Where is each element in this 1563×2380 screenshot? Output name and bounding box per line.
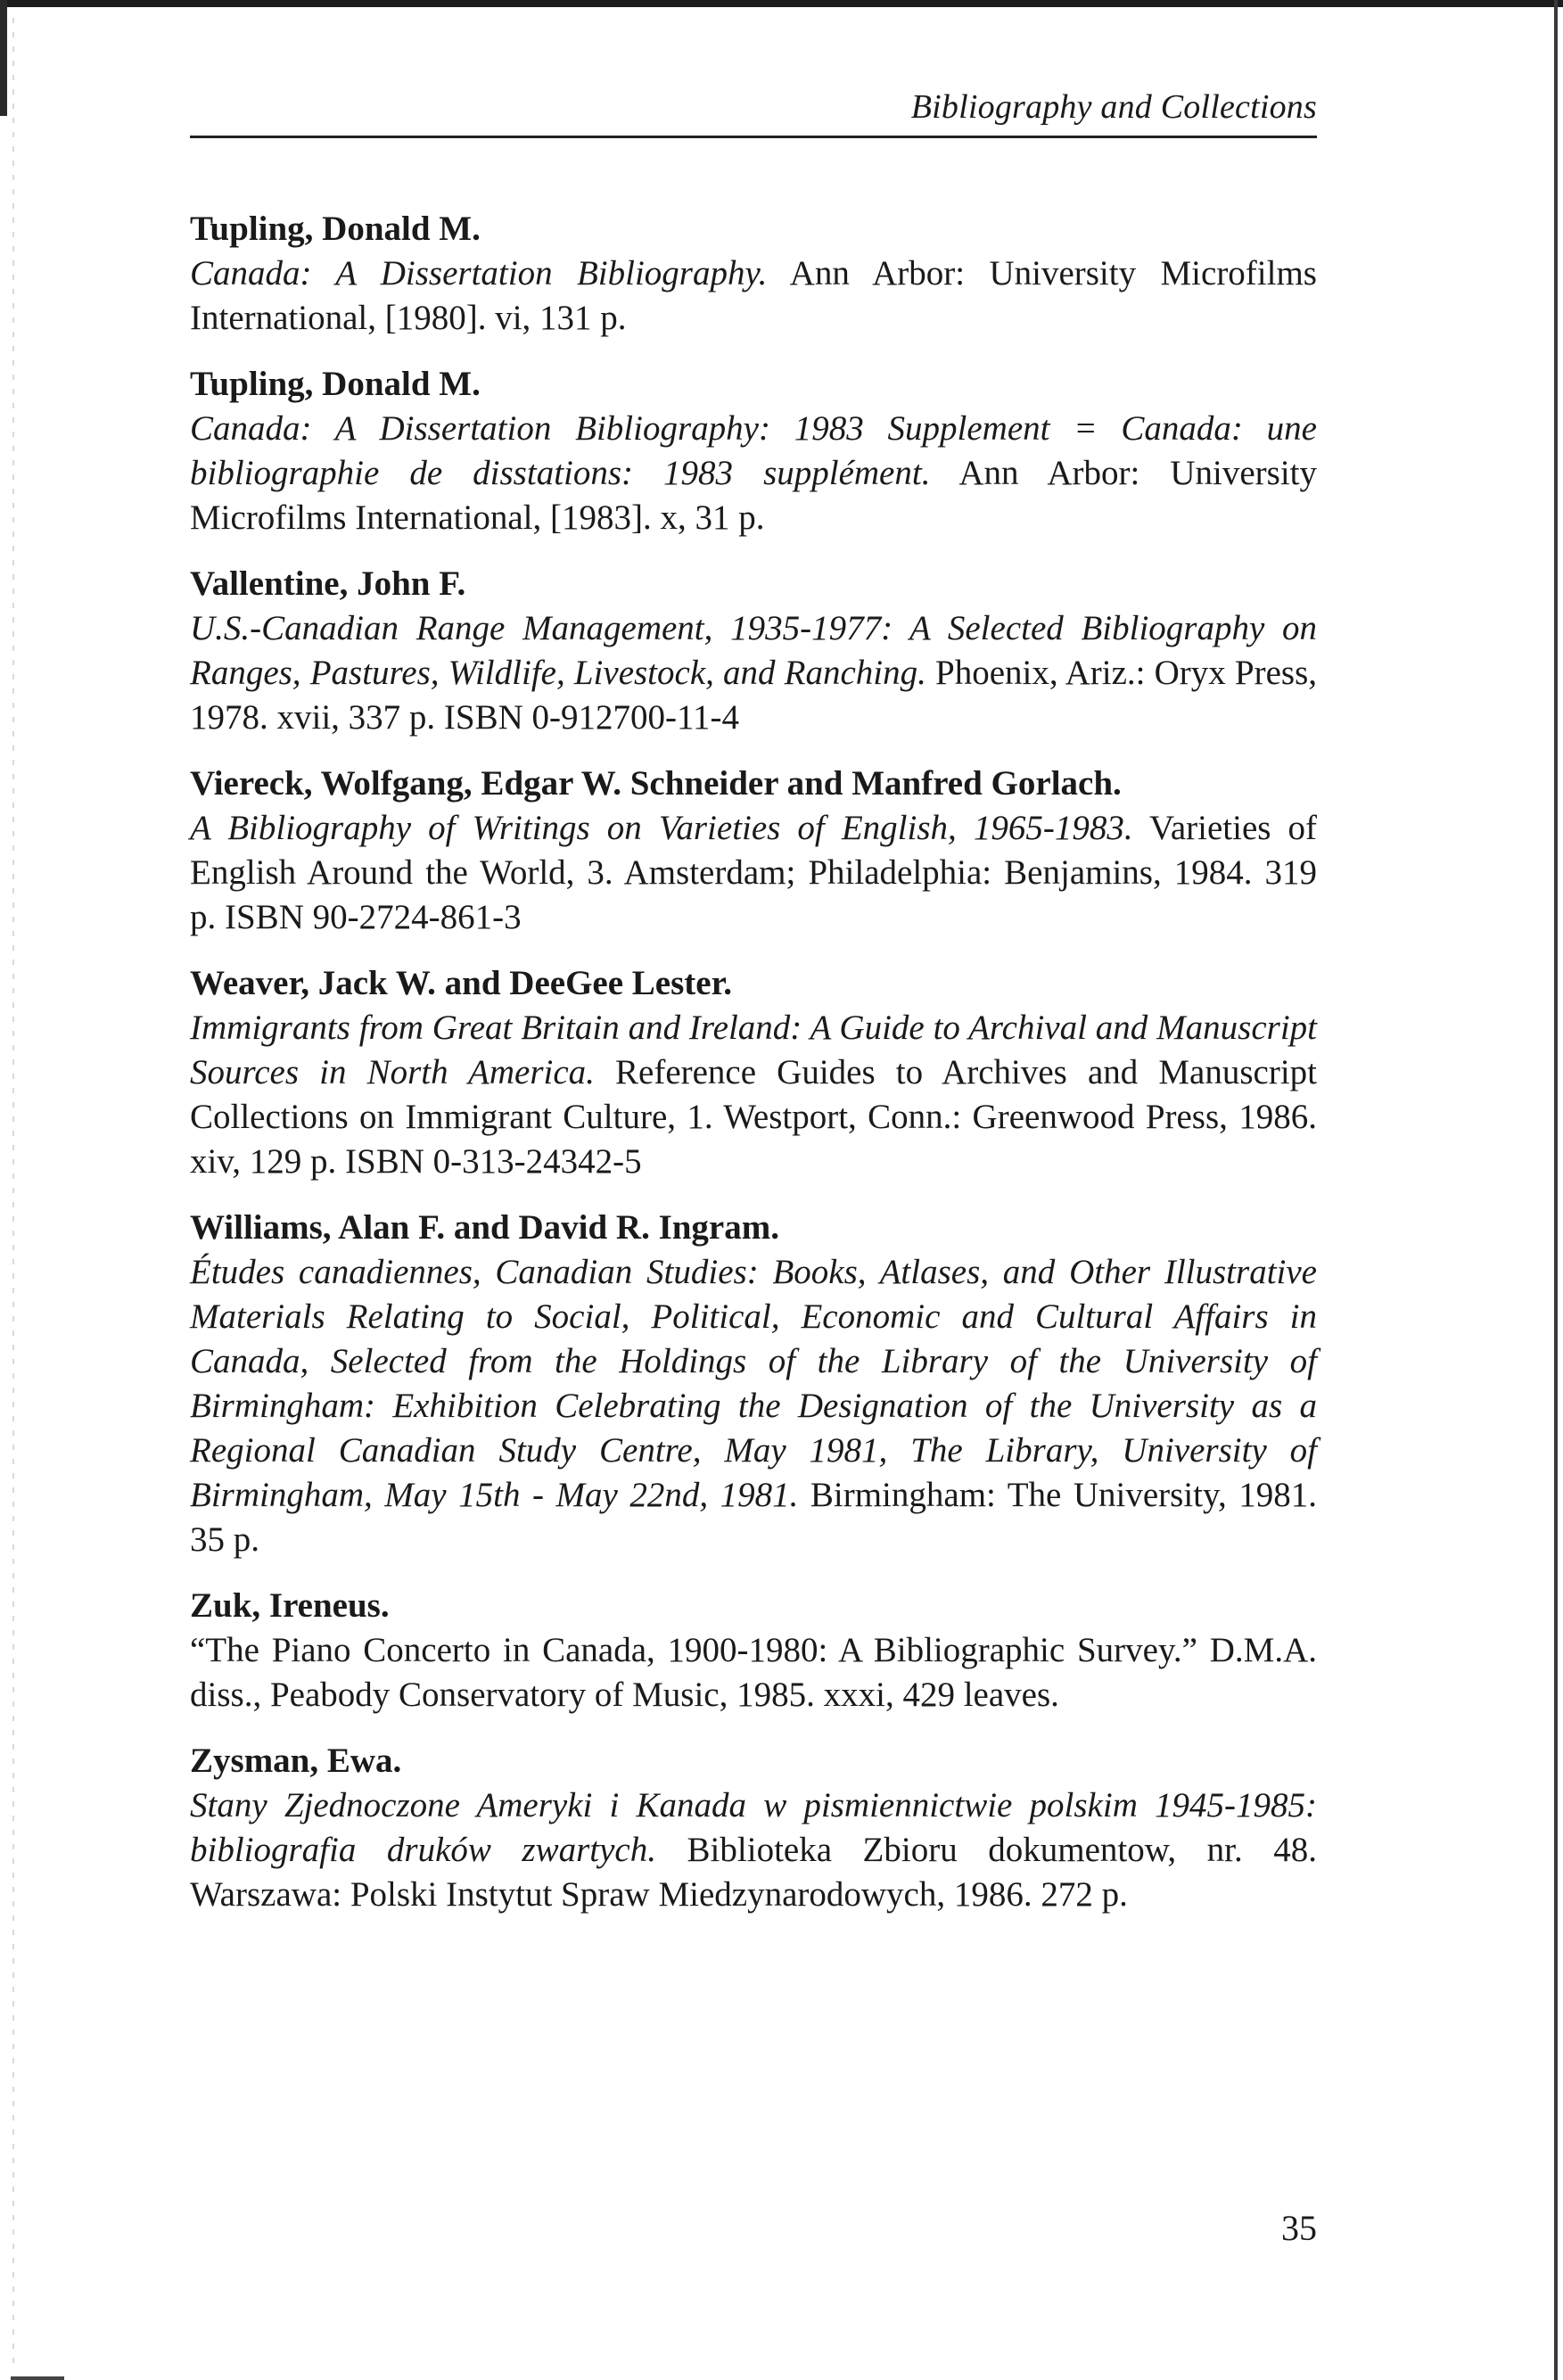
entry-details: Reference Guides to Archives and Manuscript Collections on Immigrant Culture, 1. Westport, Conn.: Greenwood Press, 1986. xiv, 129 p. ISBN 0-313-24342-5 xyxy=(190,1053,1318,1181)
entry-body xyxy=(190,251,1317,341)
entry-details: “The Piano Concerto in Canada, 1900-1980: A Bibliographic Survey.” D.M.A. diss., Peabody Conservatory of Music, 1985. xxxi, 429 leaves. xyxy=(190,1631,1317,1714)
bibliography-list xyxy=(190,207,1317,1939)
bibliography-entry xyxy=(190,562,1317,740)
bibliography-entry xyxy=(190,1584,1317,1717)
entry-details: Ann Arbor: University Microfilms International, [1983]. x, 31 p. xyxy=(190,454,1317,537)
entry-title: Stany Zjednoczone Ameryki i Kanada w pismiennictwie polskim 1945-1985: bibliografia druków zwartych. xyxy=(190,1786,1317,1869)
scan-edge-left xyxy=(0,0,7,116)
entry-author: Zuk, Ireneus. xyxy=(190,1586,390,1625)
entry-author: Viereck, Wolfgang, Edgar W. Schneider and Manfred Gorlach. xyxy=(190,764,1122,803)
entry-author: Zysman, Ewa. xyxy=(190,1742,402,1780)
entry-details: Ann Arbor: University Microfilms International, [1980]. vi, 131 p. xyxy=(190,254,1317,337)
bibliography-entry xyxy=(190,362,1317,540)
scan-edge-top xyxy=(0,0,1563,7)
entry-author: Williams, Alan F. and David R. Ingram. xyxy=(190,1208,779,1247)
entry-title: Canada: A Dissertation Bibliography. xyxy=(190,254,768,292)
bibliography-entry xyxy=(190,961,1317,1184)
entry-body xyxy=(190,606,1317,740)
entry-body xyxy=(190,806,1317,940)
scan-edge-bottom-left xyxy=(11,2376,64,2380)
running-header-title: Bibliography and Collections xyxy=(910,88,1317,126)
entry-body xyxy=(190,1006,1317,1184)
bibliography-entry xyxy=(190,207,1317,341)
page-number: 35 xyxy=(1281,2208,1317,2248)
entry-author: Vallentine, John F. xyxy=(190,564,466,603)
entry-details: Varieties of English Around the World, 3. Amsterdam; Philadelphia: Benjamins, 1984. 319 p. ISBN 90-2724-861-3 xyxy=(190,809,1317,936)
bibliography-entry xyxy=(190,762,1317,940)
entry-title: U.S.-Canadian Range Management, 1935-1977: A Selected Bibliography on Ranges, Pastures, Wildlife, Livestock, and Ranching. xyxy=(190,609,1317,692)
entry-body xyxy=(190,1783,1317,1917)
bibliography-entry xyxy=(190,1739,1317,1917)
scan-edge-left-dashes xyxy=(12,18,14,2372)
entry-body xyxy=(190,1250,1317,1562)
entry-body xyxy=(190,1628,1317,1717)
entry-title: A Bibliography of Writings on Varieties of English, 1965-1983. xyxy=(190,809,1133,847)
entry-title: Immigrants from Great Britain and Ireland: A Guide to Archival and Manuscript Sources in North America. xyxy=(190,1009,1317,1091)
bibliography-entry xyxy=(190,1206,1317,1562)
entry-title: Études canadiennes, Canadian Studies: Books, Atlases, and Other Illustrative Materials Relating to Social, Political, Economic and Cultural Affairs in Canada, Selected from the Holdings of the Library of the University of Birmingham: Exhibition Celebrating the Designation of the University as a Regional Canadian Study Centre, May 1981, The Library, University of Birmingham, May 15th - May 22nd, 1981. xyxy=(190,1253,1317,1514)
entry-author: Weaver, Jack W. and DeeGee Lester. xyxy=(190,964,733,1002)
entry-body xyxy=(190,407,1317,540)
entry-author: Tupling, Donald M. xyxy=(190,365,481,403)
entry-title: Canada: A Dissertation Bibliography: 1983 Supplement = Canada: une bibliographie de disstations: 1983 supplément. xyxy=(190,409,1317,492)
running-header xyxy=(190,86,1317,138)
entry-author: Tupling, Donald M. xyxy=(190,210,481,248)
scan-edge-right xyxy=(1554,0,1558,2380)
entry-details: Phoenix, Ariz.: Oryx Press, 1978. xvii, 337 p. ISBN 0-912700-11-4 xyxy=(190,654,1318,737)
entry-details: Biblioteka Zbioru dokumentow, nr. 48. Warszawa: Polski Instytut Spraw Miedzynarodowych, 1986. 272 p. xyxy=(190,1831,1317,1914)
entry-details: Birmingham: The University, 1981. 35 p. xyxy=(190,1476,1318,1559)
